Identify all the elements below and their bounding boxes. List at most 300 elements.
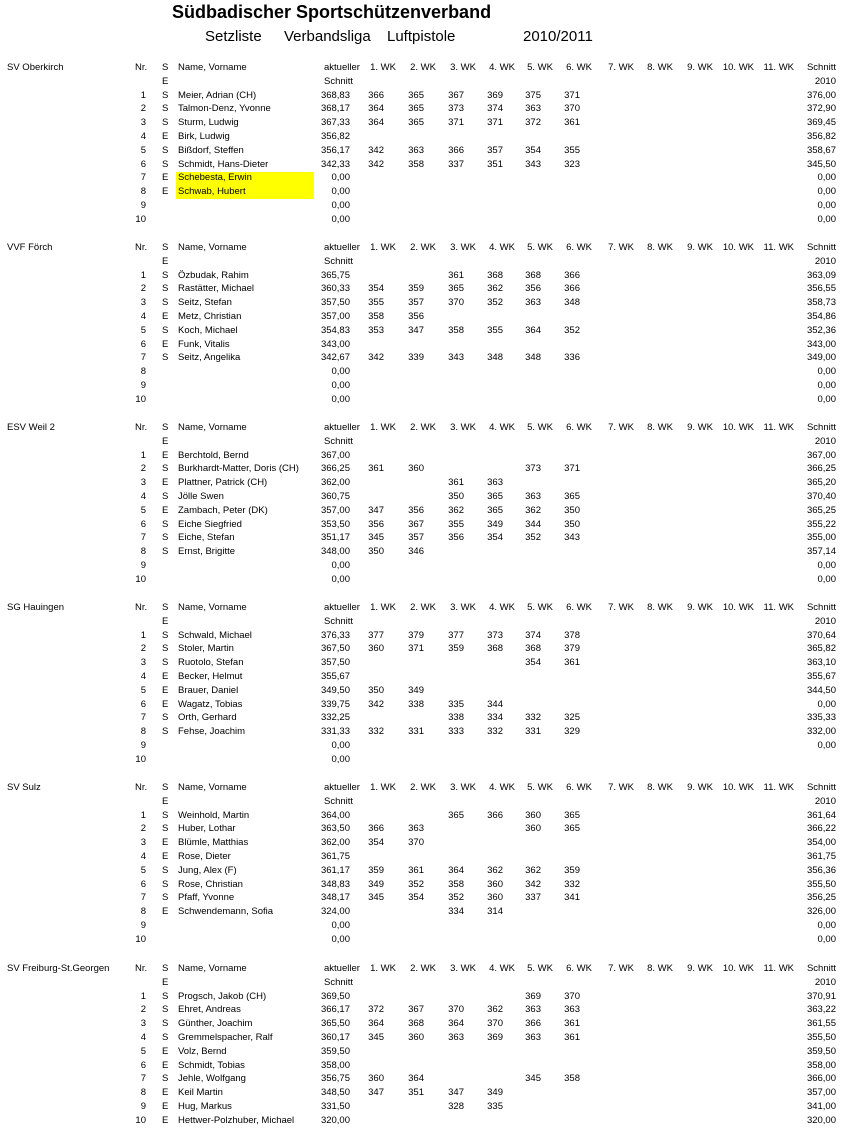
col-wk-header: 7. WK: [608, 62, 634, 73]
row-name: Schwald, Michael: [178, 629, 252, 641]
row-se: E: [162, 449, 169, 461]
row-wk-score: 365: [408, 89, 424, 101]
row-schnitt-2010: 0,00: [817, 200, 836, 211]
row-wk-score: 349: [487, 518, 503, 530]
row-wk-score: 329: [564, 726, 580, 738]
row-avg: 357,50: [320, 657, 350, 669]
row-se: E: [162, 338, 169, 350]
row-avg: 364,00: [320, 809, 350, 821]
row-wk-score: 355: [487, 324, 503, 336]
row-wk-score: 339: [408, 352, 424, 364]
col-nr-header: Nr.: [135, 602, 148, 613]
row-wk-score: 347: [408, 324, 424, 336]
row-avg: 349,50: [320, 684, 350, 696]
col-wk-header: 10. WK: [722, 422, 754, 433]
row-nr: 8: [140, 1087, 146, 1099]
row-avg: 361,75: [320, 851, 350, 862]
col-wk-header: 5. WK: [527, 422, 553, 433]
col-wk-header: 11. WK: [763, 62, 794, 73]
row-name: Rose, Dieter: [178, 851, 231, 862]
col-wk-header: 11. WK: [763, 422, 794, 433]
row-nr: 5: [140, 864, 146, 876]
row-schnitt-2010: 341,00: [806, 1101, 836, 1112]
row-wk-score: 355: [368, 297, 384, 309]
row-se: E: [162, 837, 169, 849]
row-avg: 0,00: [331, 380, 350, 391]
row-nr: 2: [140, 283, 146, 295]
row-nr: 5: [140, 324, 146, 336]
row-se: S: [162, 1018, 169, 1030]
col-year-header: 2010: [814, 75, 836, 87]
row-schnitt-2010: 355,50: [806, 878, 836, 890]
row-schnitt-2010: 363,10: [806, 657, 836, 669]
row-schnitt-2010: 376,00: [806, 89, 836, 101]
col-nr-header: Nr.: [135, 242, 148, 253]
row-wk-score: 365: [564, 823, 580, 835]
row-wk-score: 361: [448, 477, 464, 489]
row-name: Rastätter, Michael: [178, 283, 255, 295]
row-wk-score: 360: [525, 809, 541, 821]
col-wk-header: 3. WK: [450, 422, 476, 433]
row-wk-score: 332: [564, 878, 580, 890]
col-wk-header: 4. WK: [489, 602, 515, 613]
row-wk-score: 366: [368, 89, 384, 101]
row-wk-score: 368: [408, 1018, 424, 1030]
col-name-header: Name, Vorname: [178, 242, 247, 253]
col-e-header: E: [162, 976, 169, 988]
row-se: S: [162, 144, 169, 156]
row-wk-score: 314: [487, 906, 503, 918]
row-avg: 363,50: [320, 823, 350, 835]
row-nr: 2: [140, 823, 146, 835]
row-wk-score: 352: [564, 324, 580, 336]
col-wk-header: 2. WK: [410, 62, 436, 73]
col-wk-header: 11. WK: [763, 602, 794, 613]
col-wk-header: 7. WK: [608, 963, 634, 974]
row-wk-score: 323: [564, 158, 580, 170]
row-avg: 331,33: [320, 726, 350, 738]
row-wk-score: 359: [408, 283, 424, 295]
row-wk-score: 332: [368, 726, 384, 738]
row-schnitt-2010: 345,50: [806, 158, 836, 170]
row-wk-score: 372: [368, 1004, 384, 1016]
row-avg: 0,00: [331, 393, 350, 405]
row-wk-score: 365: [564, 491, 580, 502]
col-wk-header: 5. WK: [527, 242, 553, 253]
row-name: Birk, Ludwig: [178, 131, 230, 142]
col-wk-header: 1. WK: [370, 242, 396, 253]
row-schnitt-2010: 370,40: [806, 491, 836, 502]
row-se: S: [162, 103, 169, 115]
col-wk-header: 5. WK: [527, 602, 553, 613]
row-schnitt-2010: 0,00: [817, 698, 836, 710]
row-wk-score: 363: [525, 297, 541, 309]
row-wk-score: 363: [408, 144, 424, 156]
row-nr: 8: [140, 546, 146, 558]
row-wk-score: 362: [525, 504, 541, 516]
row-avg: 0,00: [331, 186, 350, 198]
row-wk-score: 361: [448, 269, 464, 281]
row-nr: 10: [135, 213, 146, 225]
row-schnitt-2010: 0,00: [817, 573, 836, 585]
row-avg: 332,25: [320, 712, 350, 724]
row-wk-score: 345: [525, 1073, 541, 1085]
row-wk-score: 352: [487, 297, 503, 309]
row-wk-score: 328: [448, 1101, 464, 1112]
col-aktueller-header: aktueller: [324, 963, 360, 974]
row-avg: 361,17: [320, 864, 350, 876]
row-avg: 359,50: [320, 1045, 350, 1057]
row-wk-score: 364: [525, 324, 541, 336]
row-schnitt-2010: 365,82: [806, 643, 836, 655]
row-wk-score: 358: [448, 324, 464, 336]
row-name: Wagatz, Tobias: [178, 698, 243, 710]
row-nr: 3: [140, 297, 146, 309]
row-wk-score: 363: [525, 1004, 541, 1016]
row-wk-score: 332: [525, 712, 541, 724]
row-wk-score: 372: [525, 117, 541, 129]
col-wk-header: 5. WK: [527, 62, 553, 73]
row-name: Jölle Swen: [178, 491, 224, 502]
row-nr: 4: [140, 671, 146, 682]
row-wk-score: 359: [448, 643, 464, 655]
row-wk-score: 366: [525, 1018, 541, 1030]
row-avg: 353,50: [320, 518, 350, 530]
row-name: Berchtold, Bernd: [178, 449, 249, 461]
col-aktueller-header: aktueller: [324, 242, 360, 253]
row-wk-score: 341: [564, 892, 580, 904]
row-wk-score: 365: [487, 504, 503, 516]
club-name: ESV Weil 2: [7, 422, 55, 433]
subtitle-league: Verbandsliga: [284, 28, 371, 45]
row-name: Eiche Siegfried: [178, 518, 242, 530]
col-wk-header: 6. WK: [566, 422, 592, 433]
row-se: S: [162, 532, 169, 544]
row-nr: 8: [140, 726, 146, 738]
row-schnitt-2010: 370,64: [806, 629, 836, 641]
row-wk-score: 356: [408, 311, 424, 322]
row-wk-score: 338: [408, 698, 424, 710]
row-se: E: [162, 906, 169, 918]
club-name: VVF Förch: [7, 242, 53, 253]
row-wk-score: 379: [408, 629, 424, 641]
row-wk-score: 352: [408, 878, 424, 890]
row-wk-score: 336: [564, 352, 580, 364]
row-avg: 367,50: [320, 643, 350, 655]
row-nr: 1: [140, 269, 146, 281]
row-name: Pfaff, Yvonne: [178, 892, 235, 904]
row-avg: 365,75: [320, 269, 350, 281]
row-nr: 4: [140, 1032, 146, 1043]
col-wk-header: 4. WK: [489, 422, 515, 433]
row-nr: 10: [135, 1114, 146, 1126]
row-avg: 324,00: [320, 906, 350, 918]
row-wk-score: 367: [448, 89, 464, 101]
row-avg: 360,33: [320, 283, 350, 295]
row-name: Hettwer-Polzhuber, Michael: [178, 1114, 295, 1126]
row-se: E: [162, 311, 169, 322]
row-nr: 3: [140, 117, 146, 129]
row-avg: 360,75: [320, 491, 350, 502]
col-nr-header: Nr.: [135, 782, 148, 793]
row-schnitt-2010: 361,55: [806, 1018, 836, 1030]
row-nr: 2: [140, 463, 146, 475]
col-wk-header: 8. WK: [647, 422, 673, 433]
col-schnitt-header: Schnitt: [806, 62, 836, 73]
row-name: Schmidt, Hans-Dieter: [178, 158, 269, 170]
row-schnitt-2010: 359,50: [806, 1045, 836, 1057]
row-schnitt-2010: 0,00: [817, 213, 836, 225]
row-se: E: [162, 1059, 169, 1071]
row-schnitt-2010: 356,25: [806, 892, 836, 904]
row-wk-score: 350: [564, 504, 580, 516]
col-wk-header: 11. WK: [763, 782, 794, 793]
row-se: S: [162, 712, 169, 724]
row-nr: 6: [140, 518, 146, 530]
row-nr: 6: [140, 878, 146, 890]
row-name: Ernst, Brigitte: [178, 546, 236, 558]
row-se: E: [162, 851, 169, 862]
row-wk-score: 365: [408, 103, 424, 115]
row-name: Burkhardt-Matter, Doris (CH): [178, 463, 299, 475]
row-wk-score: 351: [408, 1087, 424, 1099]
row-wk-score: 367: [408, 1004, 424, 1016]
row-name: Koch, Michael: [178, 324, 238, 336]
col-schnitt-sub-header: Schnitt: [324, 795, 354, 807]
col-wk-header: 10. WK: [722, 62, 754, 73]
row-nr: 7: [140, 172, 146, 184]
row-name: Fehse, Joachim: [178, 726, 246, 738]
row-avg: 348,00: [320, 546, 350, 558]
row-nr: 2: [140, 103, 146, 115]
row-se: E: [162, 477, 169, 489]
row-nr: 6: [140, 1059, 146, 1071]
row-nr: 8: [140, 906, 146, 918]
row-nr: 5: [140, 1045, 146, 1057]
row-schnitt-2010: 352,36: [806, 324, 836, 336]
col-s-header: S: [162, 963, 169, 974]
row-wk-score: 361: [564, 1018, 580, 1030]
row-avg: 348,50: [320, 1087, 350, 1099]
row-wk-score: 364: [368, 117, 384, 129]
row-wk-score: 354: [368, 837, 384, 849]
row-nr: 5: [140, 504, 146, 516]
row-avg: 358,00: [320, 1059, 350, 1071]
row-schnitt-2010: 0,00: [817, 366, 836, 378]
row-wk-score: 358: [368, 311, 384, 322]
row-wk-score: 362: [448, 504, 464, 516]
row-avg: 366,25: [320, 463, 350, 475]
row-schnitt-2010: 343,00: [806, 338, 836, 350]
row-schnitt-2010: 349,00: [806, 352, 836, 364]
row-name: Eiche, Stefan: [178, 532, 235, 544]
col-wk-header: 8. WK: [647, 963, 673, 974]
row-avg: 355,67: [320, 671, 350, 682]
row-name: Günther, Joachim: [178, 1018, 253, 1030]
row-se: S: [162, 643, 169, 655]
row-avg: 362,00: [320, 837, 350, 849]
row-se: E: [162, 1101, 169, 1112]
row-nr: 3: [140, 837, 146, 849]
row-schnitt-2010: 366,22: [806, 823, 836, 835]
row-wk-score: 344: [487, 698, 503, 710]
col-wk-header: 9. WK: [687, 782, 713, 793]
row-wk-score: 361: [368, 463, 384, 475]
row-wk-score: 364: [408, 1073, 424, 1085]
col-wk-header: 8. WK: [647, 782, 673, 793]
row-se: S: [162, 1073, 169, 1085]
row-wk-score: 366: [368, 823, 384, 835]
row-name: Brauer, Daniel: [178, 684, 239, 696]
row-se: S: [162, 823, 169, 835]
row-wk-score: 361: [564, 657, 580, 669]
row-wk-score: 345: [368, 1032, 384, 1043]
row-wk-score: 325: [564, 712, 580, 724]
col-wk-header: 6. WK: [566, 782, 592, 793]
row-wk-score: 363: [525, 491, 541, 502]
row-wk-score: 342: [368, 698, 384, 710]
row-name: Meier, Adrian (CH): [178, 89, 257, 101]
row-name: Seitz, Angelika: [178, 352, 241, 364]
row-wk-score: 373: [525, 463, 541, 475]
row-avg: 0,00: [331, 920, 350, 931]
row-wk-score: 348: [564, 297, 580, 309]
row-se: E: [162, 1087, 169, 1099]
row-avg: 357,50: [320, 297, 350, 309]
row-wk-score: 356: [448, 532, 464, 544]
row-wk-score: 364: [368, 1018, 384, 1030]
row-se: E: [162, 1045, 169, 1057]
col-name-header: Name, Vorname: [178, 963, 247, 974]
row-se: E: [162, 131, 169, 142]
col-wk-header: 3. WK: [450, 602, 476, 613]
row-wk-score: 333: [448, 726, 464, 738]
row-name: Plattner, Patrick (CH): [178, 477, 268, 489]
row-name: Orth, Gerhard: [178, 712, 237, 724]
row-wk-score: 352: [448, 892, 464, 904]
row-name: Progsch, Jakob (CH): [178, 990, 267, 1002]
row-se: E: [162, 671, 169, 682]
row-name: Volz, Bernd: [178, 1045, 227, 1057]
row-se: S: [162, 297, 169, 309]
row-nr: 8: [140, 186, 146, 198]
row-wk-score: 361: [408, 864, 424, 876]
row-wk-score: 343: [564, 532, 580, 544]
row-avg: 376,33: [320, 629, 350, 641]
row-nr: 4: [140, 491, 146, 502]
col-wk-header: 8. WK: [647, 62, 673, 73]
row-avg: 356,82: [320, 131, 350, 142]
col-schnitt-header: Schnitt: [806, 422, 836, 433]
row-name: Sturm, Ludwig: [178, 117, 239, 129]
row-avg: 368,83: [320, 89, 350, 101]
row-nr: 3: [140, 477, 146, 489]
row-se: S: [162, 117, 169, 129]
row-avg: 357,00: [320, 504, 350, 516]
col-wk-header: 10. WK: [722, 602, 754, 613]
row-se: E: [162, 698, 169, 710]
row-wk-score: 342: [368, 144, 384, 156]
row-schnitt-2010: 358,67: [806, 144, 836, 156]
row-se: S: [162, 518, 169, 530]
row-wk-score: 365: [564, 809, 580, 821]
row-wk-score: 366: [564, 283, 580, 295]
row-wk-score: 332: [487, 726, 503, 738]
row-schnitt-2010: 0,00: [817, 933, 836, 945]
row-se: S: [162, 463, 169, 475]
row-nr: 10: [135, 933, 146, 945]
row-wk-score: 377: [448, 629, 464, 641]
row-wk-score: 349: [408, 684, 424, 696]
row-wk-score: 350: [368, 546, 384, 558]
col-wk-header: 10. WK: [722, 242, 754, 253]
row-nr: 5: [140, 684, 146, 696]
row-name: Weinhold, Martin: [178, 809, 250, 821]
col-e-header: E: [162, 435, 169, 447]
row-wk-score: 354: [487, 532, 503, 544]
row-wk-score: 370: [448, 1004, 464, 1016]
col-wk-header: 3. WK: [450, 782, 476, 793]
row-wk-score: 362: [487, 864, 503, 876]
row-se: E: [162, 172, 169, 184]
col-wk-header: 4. WK: [489, 782, 515, 793]
col-wk-header: 6. WK: [566, 963, 592, 974]
col-schnitt-sub-header: Schnitt: [324, 976, 354, 988]
row-wk-score: 345: [368, 892, 384, 904]
row-nr: 1: [140, 990, 146, 1002]
row-schnitt-2010: 332,00: [806, 726, 836, 738]
row-nr: 9: [140, 920, 146, 931]
row-se: S: [162, 546, 169, 558]
row-name: Metz, Christian: [178, 311, 242, 322]
row-wk-score: 363: [525, 1032, 541, 1043]
row-schnitt-2010: 356,55: [806, 283, 836, 295]
row-nr: 4: [140, 131, 146, 142]
col-wk-header: 2. WK: [410, 242, 436, 253]
row-wk-score: 360: [368, 1073, 384, 1085]
row-wk-score: 345: [368, 532, 384, 544]
row-schnitt-2010: 354,00: [806, 837, 836, 849]
row-wk-score: 343: [448, 352, 464, 364]
col-wk-header: 7. WK: [608, 602, 634, 613]
row-wk-score: 349: [368, 878, 384, 890]
col-year-header: 2010: [814, 255, 836, 267]
row-wk-score: 352: [525, 532, 541, 544]
row-avg: 0,00: [331, 200, 350, 211]
row-wk-score: 361: [564, 117, 580, 129]
col-wk-header: 3. WK: [450, 62, 476, 73]
row-wk-score: 337: [525, 892, 541, 904]
row-schnitt-2010: 355,67: [806, 671, 836, 682]
row-schnitt-2010: 365,25: [806, 504, 836, 516]
row-wk-score: 369: [525, 990, 541, 1002]
row-nr: 9: [140, 740, 146, 751]
row-wk-score: 335: [487, 1101, 503, 1112]
col-e-header: E: [162, 615, 169, 627]
row-wk-score: 368: [487, 269, 503, 281]
col-wk-header: 1. WK: [370, 782, 396, 793]
row-wk-score: 353: [368, 324, 384, 336]
col-s-header: S: [162, 602, 169, 613]
row-avg: 339,75: [320, 698, 350, 710]
col-nr-header: Nr.: [135, 62, 148, 73]
club-name: SV Sulz: [7, 782, 41, 793]
row-wk-score: 362: [525, 864, 541, 876]
row-wk-score: 363: [564, 1004, 580, 1016]
row-name: Jung, Alex (F): [178, 864, 237, 876]
col-wk-header: 9. WK: [687, 963, 713, 974]
col-schnitt-header: Schnitt: [806, 602, 836, 613]
